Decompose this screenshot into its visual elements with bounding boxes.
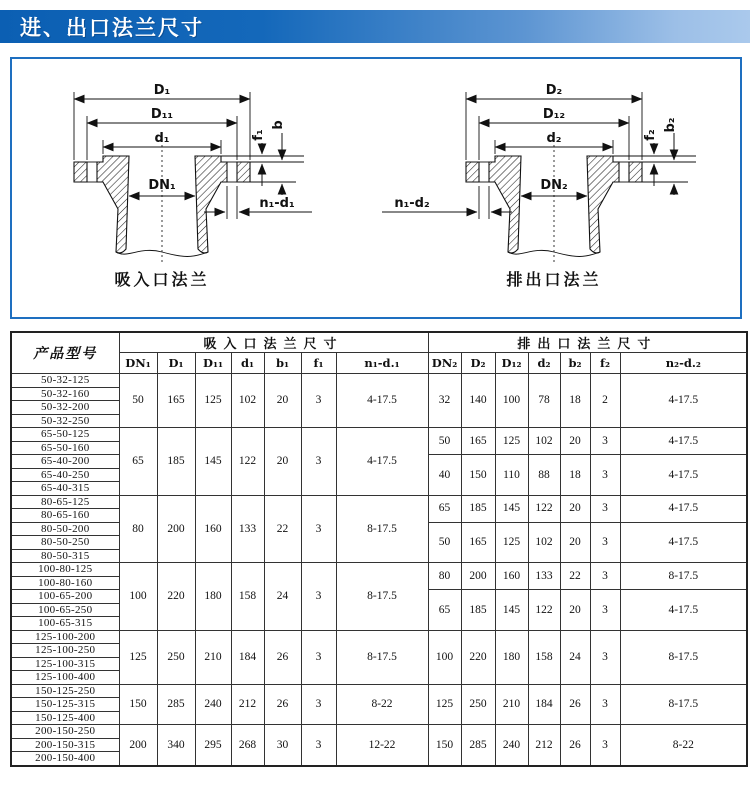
discharge-dimension-cell: 8-17.5 [620,630,747,684]
discharge-flange-diagram [376,59,740,317]
section-header-suction: 吸入口法兰尺寸 [119,332,428,353]
discharge-dimension-cell: 122 [528,495,560,522]
col-header-d1-face: d₁ [231,353,264,374]
suction-dimension-cell: 8-17.5 [336,563,428,631]
suction-dimension-cell: 185 [157,428,195,496]
table-row [11,630,747,644]
suction-dimension-cell: 20 [264,374,301,428]
suction-dimension-cell: 125 [119,630,157,684]
discharge-dimension-cell: 3 [590,455,620,496]
discharge-dimension-cell: 3 [590,563,620,590]
dimension-dn2-bore [521,178,587,196]
discharge-dimension-cell: 20 [560,428,590,455]
suction-dimension-cell: 210 [195,630,231,684]
table-row [11,374,747,388]
suction-dimension-cell: 3 [301,630,336,684]
discharge-dimension-cell: 4-17.5 [620,590,747,631]
product-model-cell: 80-50-250 [11,536,119,550]
col-header-d2: D₂ [461,353,495,374]
discharge-dimension-cell: 4-17.5 [620,455,747,496]
discharge-dimension-cell: 150 [428,725,461,766]
label-b2: b₂ [663,117,678,133]
discharge-dimension-cell: 40 [428,455,461,496]
title-banner [0,10,750,43]
discharge-dimension-cell: 200 [461,563,495,590]
discharge-dimension-cell: 158 [528,630,560,684]
label-f1: f₁ [251,129,266,141]
product-model-cell: 150-125-250 [11,684,119,698]
suction-dimension-cell: 4-17.5 [336,374,428,428]
product-model-cell: 100-80-160 [11,576,119,590]
discharge-dimension-cell: 4-17.5 [620,522,747,563]
discharge-dimension-cell: 180 [495,630,528,684]
discharge-dimension-cell: 78 [528,374,560,428]
suction-dimension-cell: 80 [119,495,157,563]
product-model-cell: 50-32-250 [11,414,119,428]
discharge-dimension-cell: 26 [560,725,590,766]
discharge-dimension-cell: 185 [461,590,495,631]
col-header-dn1: DN₁ [119,353,157,374]
discharge-dimension-cell: 160 [495,563,528,590]
discharge-dimension-cell: 145 [495,590,528,631]
label-f2: f₂ [643,129,658,141]
discharge-dimension-cell: 8-17.5 [620,684,747,725]
table-row [11,428,747,442]
suction-dimension-cell: 150 [119,684,157,725]
suction-dimension-cell: 3 [301,428,336,496]
col-header-d12: D₁₂ [495,353,528,374]
suction-caption: 吸入口法兰 [114,272,210,289]
suction-dimension-cell: 184 [231,630,264,684]
suction-dimension-cell: 285 [157,684,195,725]
discharge-dimension-cell: 250 [461,684,495,725]
col-header-d11: D₁₁ [195,353,231,374]
table-row [11,725,747,739]
product-model-cell: 80-65-160 [11,509,119,523]
suction-dimension-cell: 8-17.5 [336,495,428,563]
discharge-dimension-cell: 185 [461,495,495,522]
discharge-dimension-cell: 150 [461,455,495,496]
suction-flange-section [74,145,250,263]
suction-dimension-cell: 3 [301,563,336,631]
discharge-dimension-cell: 65 [428,495,461,522]
product-model-cell: 200-150-315 [11,738,119,752]
label-d1: D₁ [153,83,171,98]
discharge-dimension-cell: 18 [560,374,590,428]
label-d1-face: d₁ [154,131,170,146]
product-model-cell: 65-50-125 [11,428,119,442]
page [0,10,750,802]
suction-dimension-cell: 240 [195,684,231,725]
discharge-dimension-cell: 32 [428,374,461,428]
suction-dimension-cell: 4-17.5 [336,428,428,496]
discharge-dimension-cell: 50 [428,522,461,563]
suction-dimension-cell: 3 [301,725,336,766]
flange-dimensions-table [10,331,748,767]
product-model-cell: 125-100-315 [11,657,119,671]
discharge-dimension-cell: 22 [560,563,590,590]
product-model-cell: 50-32-160 [11,387,119,401]
suction-dimension-cell: 8-22 [336,684,428,725]
label-d12: D₁₂ [542,107,566,122]
discharge-dimension-cell: 220 [461,630,495,684]
suction-dimension-cell: 125 [195,374,231,428]
product-model-cell: 50-32-125 [11,374,119,388]
discharge-dimension-cell: 26 [560,684,590,725]
discharge-dimension-cell: 2 [590,374,620,428]
label-n1-d2: n₁-d₂ [394,196,430,211]
header-row-sections [11,332,747,353]
discharge-caption: 排出口法兰 [506,272,602,289]
suction-dimension-cell: 22 [264,495,301,563]
discharge-dimension-cell: 65 [428,590,461,631]
discharge-dimension-cell: 100 [495,374,528,428]
suction-dimension-cell: 250 [157,630,195,684]
col-header-d2-face: d₂ [528,353,560,374]
label-d2: D₂ [545,83,563,98]
product-model-cell: 200-150-400 [11,752,119,766]
product-model-cell: 65-40-315 [11,482,119,496]
discharge-dimension-cell: 8-17.5 [620,563,747,590]
label-dn2: DN₂ [540,178,568,193]
col-header-dn2: DN₂ [428,353,461,374]
suction-dimension-cell: 3 [301,495,336,563]
discharge-dimension-cell: 8-22 [620,725,747,766]
suction-dimension-cell: 8-17.5 [336,630,428,684]
dimension-n1-d1-holes [204,186,312,219]
product-model-cell: 100-80-125 [11,563,119,577]
discharge-dimension-cell: 3 [590,495,620,522]
discharge-dimension-cell: 165 [461,428,495,455]
suction-dimension-cell: 26 [264,684,301,725]
suction-dimension-cell: 12-22 [336,725,428,766]
label-dn1: DN₁ [148,178,176,193]
suction-dimension-cell: 65 [119,428,157,496]
table-row [11,684,747,698]
discharge-dimension-cell: 20 [560,522,590,563]
discharge-flange-section [466,145,642,263]
discharge-dimension-cell: 3 [590,428,620,455]
dimension-dn1-bore [129,178,195,196]
diagram-panel [10,57,742,319]
suction-dimension-cell: 160 [195,495,231,563]
product-model-cell: 100-65-200 [11,590,119,604]
table-row [11,495,747,509]
suction-dimension-cell: 212 [231,684,264,725]
discharge-dimension-cell: 110 [495,455,528,496]
discharge-dimension-cell: 50 [428,428,461,455]
discharge-dimension-cell: 4-17.5 [620,374,747,428]
suction-dimension-cell: 24 [264,563,301,631]
discharge-dimension-cell: 3 [590,590,620,631]
suction-dimension-cell: 3 [301,374,336,428]
discharge-dimension-cell: 88 [528,455,560,496]
discharge-dimension-cell: 212 [528,725,560,766]
discharge-dimension-cell: 3 [590,630,620,684]
suction-dimension-cell: 20 [264,428,301,496]
discharge-dimension-cell: 18 [560,455,590,496]
product-model-cell: 80-50-200 [11,522,119,536]
dimension-f2-b2 [613,118,696,196]
dimension-n1-d2-holes [382,186,512,219]
discharge-dimension-cell: 24 [560,630,590,684]
discharge-dimension-cell: 3 [590,725,620,766]
col-header-product-model: 产品型号 [11,332,119,374]
product-model-cell: 100-65-315 [11,617,119,631]
discharge-dimension-cell: 20 [560,590,590,631]
discharge-dimension-cell: 102 [528,428,560,455]
label-d11: D₁₁ [150,107,174,122]
suction-dimension-cell: 200 [157,495,195,563]
discharge-dimension-cell: 4-17.5 [620,495,747,522]
suction-dimension-cell: 180 [195,563,231,631]
discharge-dimension-cell: 3 [590,522,620,563]
table-body [11,374,747,766]
product-model-cell: 125-100-250 [11,644,119,658]
discharge-dimension-cell: 210 [495,684,528,725]
suction-dimension-cell: 220 [157,563,195,631]
suction-dimension-cell: 100 [119,563,157,631]
discharge-dimension-cell: 145 [495,495,528,522]
suction-dimension-cell: 133 [231,495,264,563]
label-d2-face: d₂ [546,131,562,146]
product-model-cell: 100-65-250 [11,603,119,617]
suction-dimension-cell: 340 [157,725,195,766]
discharge-dimension-cell: 3 [590,684,620,725]
discharge-dimension-cell: 133 [528,563,560,590]
suction-dimension-cell: 145 [195,428,231,496]
product-model-cell: 125-100-200 [11,630,119,644]
product-model-cell: 200-150-250 [11,725,119,739]
suction-dimension-cell: 50 [119,374,157,428]
product-model-cell: 150-125-400 [11,711,119,725]
table-header [11,332,747,374]
page-title: 进、出口法兰尺寸 [20,16,204,40]
col-header-f1: f₁ [301,353,336,374]
section-header-discharge: 排出口法兰尺寸 [428,332,747,353]
col-header-d1: D₁ [157,353,195,374]
suction-dimension-cell: 3 [301,684,336,725]
col-header-b1: b₁ [264,353,301,374]
suction-dimension-cell: 200 [119,725,157,766]
suction-dimension-cell: 30 [264,725,301,766]
product-model-cell: 80-50-315 [11,549,119,563]
discharge-dimension-cell: 100 [428,630,461,684]
suction-dimension-cell: 122 [231,428,264,496]
suction-dimension-cell: 158 [231,563,264,631]
discharge-dimension-cell: 122 [528,590,560,631]
suction-dimension-cell: 26 [264,630,301,684]
col-header-n1-d1: n₁-d.₁ [336,353,428,374]
col-header-b2: b₂ [560,353,590,374]
product-model-cell: 65-40-250 [11,468,119,482]
product-model-cell: 150-125-315 [11,698,119,712]
product-model-cell: 125-100-400 [11,671,119,685]
discharge-dimension-cell: 102 [528,522,560,563]
suction-dimension-cell: 295 [195,725,231,766]
discharge-dimension-cell: 184 [528,684,560,725]
discharge-dimension-cell: 20 [560,495,590,522]
discharge-dimension-cell: 165 [461,522,495,563]
product-model-cell: 80-65-125 [11,495,119,509]
dimension-f1-b [221,120,304,195]
suction-flange-diagram [12,59,376,317]
col-header-f2: f₂ [590,353,620,374]
suction-dimension-cell: 268 [231,725,264,766]
col-header-n2-d2: n₂-d.₂ [620,353,747,374]
product-model-cell: 65-50-160 [11,441,119,455]
discharge-dimension-cell: 285 [461,725,495,766]
label-n1-d1: n₁-d₁ [259,196,295,211]
suction-dimension-cell: 102 [231,374,264,428]
header-row-columns [11,353,747,374]
discharge-dimension-cell: 125 [428,684,461,725]
discharge-dimension-cell: 4-17.5 [620,428,747,455]
discharge-dimension-cell: 80 [428,563,461,590]
discharge-dimension-cell: 240 [495,725,528,766]
table-row [11,563,747,577]
product-model-cell: 65-40-200 [11,455,119,469]
product-model-cell: 50-32-200 [11,401,119,415]
suction-dimension-cell: 165 [157,374,195,428]
discharge-dimension-cell: 125 [495,522,528,563]
label-b: b [271,120,286,130]
discharge-dimension-cell: 125 [495,428,528,455]
discharge-dimension-cell: 140 [461,374,495,428]
